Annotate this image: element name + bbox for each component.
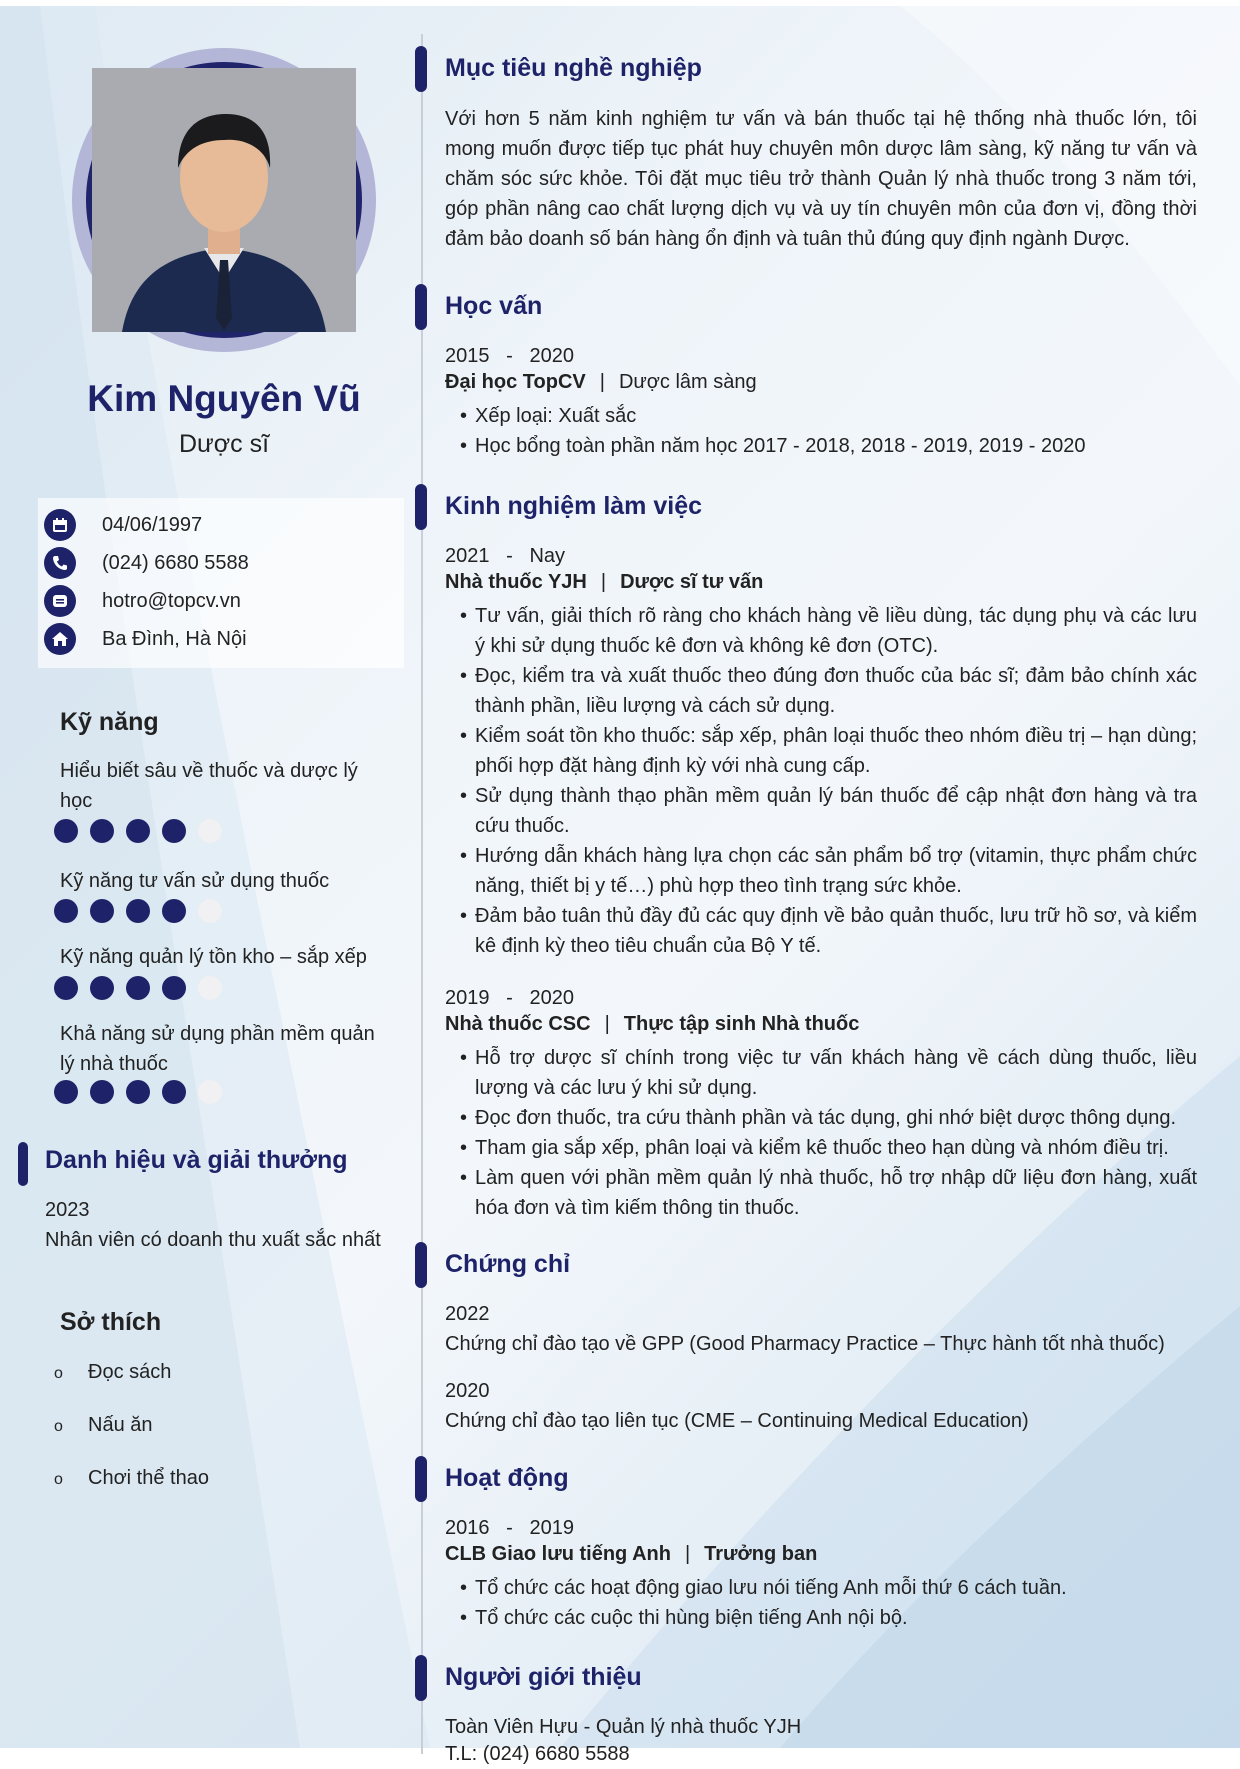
list-item: • Tham gia sắp xếp, phân loại và kiểm kê thuốc theo hạn dùng và nhóm điều trị. bbox=[460, 1133, 1197, 1163]
company-name: Nhà thuốc CSC bbox=[445, 1013, 591, 1035]
skill-rating bbox=[54, 819, 234, 843]
major: Dược lâm sàng bbox=[618, 371, 757, 393]
skills-title: Kỹ năng bbox=[60, 708, 159, 736]
award-year: 2023 bbox=[45, 1199, 90, 1221]
list-item: • Đọc, kiểm tra và xuất thuốc theo đúng đơn thuốc của bác sĩ; đảm bảo chính xác thành phần, liều lượng và cách sử dụng. bbox=[460, 661, 1197, 721]
activity-position: Trưởng ban bbox=[704, 1543, 818, 1565]
skill-rating bbox=[54, 899, 234, 923]
list-item: • Tổ chức các hoạt động giao lưu nói tiếng Anh mỗi thứ 6 cách tuần. bbox=[460, 1573, 1197, 1603]
list-item: • Tổ chức các cuộc thi hùng biện tiếng Anh nội bộ. bbox=[460, 1603, 1197, 1633]
skill-rating bbox=[54, 976, 234, 1000]
reference-line: T.L: (024) 6680 5588 bbox=[445, 1743, 630, 1765]
job-bullets bbox=[460, 1043, 1197, 1223]
certificate-name: Chứng chỉ đào tạo liên tục (CME – Continuing Medical Education) bbox=[445, 1410, 1029, 1432]
avatar-person-icon bbox=[92, 68, 356, 332]
awards-title: Danh hiệu và giải thưởng bbox=[45, 1146, 348, 1174]
awards-section-marker bbox=[18, 1142, 28, 1186]
rating-dot-filled bbox=[54, 976, 78, 1000]
list-item: • Xếp loại: Xuất sắc bbox=[460, 401, 1197, 431]
calendar-icon bbox=[44, 509, 76, 541]
candidate-name: Kim Nguyên Vũ bbox=[87, 378, 361, 419]
objective-section-marker bbox=[415, 46, 427, 92]
company-name: Nhà thuốc YJH bbox=[445, 571, 587, 593]
education-section-marker bbox=[415, 284, 427, 330]
phone-icon bbox=[44, 547, 76, 579]
skill-name: Khả năng sử dụng phần mềm quản lý nhà thuốc bbox=[60, 1023, 375, 1075]
activities-section-marker bbox=[415, 1456, 427, 1502]
education-title: Học vấn bbox=[445, 292, 543, 320]
home-icon bbox=[44, 623, 76, 655]
rating-dot-filled bbox=[162, 976, 186, 1000]
job-period: 2019 - 2020 bbox=[445, 987, 574, 1009]
references-section-marker bbox=[415, 1655, 427, 1701]
list-item: • Sử dụng thành thạo phần mềm quản lý bán thuốc để cập nhật đơn hàng và tra cứu thuốc. bbox=[460, 781, 1197, 841]
rating-dot-filled bbox=[90, 1080, 114, 1104]
job-position: Dược sĩ tư vấn bbox=[620, 571, 764, 593]
hobby-bullet: o bbox=[54, 1365, 63, 1382]
job-period: 2021 - Nay bbox=[445, 545, 566, 567]
list-item: • Đảm bảo tuân thủ đầy đủ các quy định về bảo quản thuốc, lưu trữ hồ sơ, và kiểm kê định kỳ theo tiêu chuẩn của Bộ Y tế. bbox=[460, 901, 1197, 961]
job-position: Thực tập sinh Nhà thuốc bbox=[623, 1013, 860, 1035]
hobby-item bbox=[54, 1414, 153, 1437]
skill-name: Kỹ năng tư vấn sử dụng thuốc bbox=[60, 870, 330, 892]
education-school-line bbox=[445, 371, 757, 394]
address-text: Ba Đình, Hà Nội bbox=[102, 627, 247, 650]
separator: | bbox=[684, 1543, 691, 1565]
avatar bbox=[86, 62, 362, 338]
rating-dot-filled bbox=[90, 819, 114, 843]
experience-title: Kinh nghiệm làm việc bbox=[445, 492, 703, 520]
activity-bullets bbox=[460, 1573, 1197, 1633]
activities-title: Hoạt động bbox=[445, 1464, 569, 1492]
rating-dot-filled bbox=[162, 899, 186, 923]
rating-dot-filled bbox=[162, 1080, 186, 1104]
list-item: • Tư vấn, giải thích rõ ràng cho khách hàng về liều dùng, tác dụng phụ và các lưu ý khi sử dụng thuốc kê đơn và không kê đơn (OTC). bbox=[460, 601, 1197, 661]
rating-dot-filled bbox=[54, 899, 78, 923]
activity-period: 2016 - 2019 bbox=[445, 1517, 574, 1539]
objective-text: Với hơn 5 năm kinh nghiệm tư vấn và bán thuốc tại hệ thống nhà thuốc lớn, tôi mong muốn được tiếp tục phát huy chuyên môn dược lâm sàng, kỹ năng tư vấn và chăm sóc sức khỏe. Tôi đặt mục tiêu trở thành Quản lý nhà thuốc trong 3 năm tới, góp phần nâng cao chất lượng dịch vụ và uy tín chuyên môn của đơn vị, đồng thời đảm bảo doanh số bán hàng ổn định và tuân thủ đúng quy định ngành Dược. bbox=[445, 108, 1197, 250]
contact-address bbox=[44, 623, 247, 655]
rating-dot-filled bbox=[162, 819, 186, 843]
separator: | bbox=[599, 371, 605, 393]
cv-page bbox=[0, 6, 1240, 1765]
separator: | bbox=[604, 1013, 610, 1035]
skill-name: Hiểu biết sâu về thuốc và dược lý học bbox=[60, 760, 358, 812]
reference-line: Toàn Viên Hựu - Quản lý nhà thuốc YJH bbox=[445, 1716, 802, 1738]
activity-org: CLB Giao lưu tiếng Anh bbox=[445, 1543, 671, 1565]
candidate-role: Dược sĩ bbox=[178, 430, 270, 458]
rating-dot-filled bbox=[126, 1080, 150, 1104]
rating-dot-filled bbox=[126, 899, 150, 923]
rating-dot-empty bbox=[198, 819, 222, 843]
school-name: Đại học TopCV bbox=[445, 371, 586, 393]
contact-birthday bbox=[44, 509, 203, 541]
hobby-label: Chơi thể thao bbox=[88, 1467, 209, 1489]
rating-dot-filled bbox=[90, 976, 114, 1000]
list-item: • Hướng dẫn khách hàng lựa chọn các sản phẩm bổ trợ (vitamin, thực phẩm chức năng, thiết bị y tế…) phù hợp theo tình trạng sức khỏe. bbox=[460, 841, 1197, 901]
rating-dot-filled bbox=[54, 1080, 78, 1104]
list-item: • Học bổng toàn phần năm học 2017 - 2018, 2018 - 2019, 2019 - 2020 bbox=[460, 431, 1197, 461]
hobby-label: Nấu ăn bbox=[88, 1414, 153, 1436]
objective-title: Mục tiêu nghề nghiệp bbox=[445, 54, 702, 82]
email-text: hotro@topcv.vn bbox=[102, 589, 241, 612]
hobby-bullet: o bbox=[54, 1471, 63, 1488]
certificates-section-marker bbox=[415, 1242, 427, 1288]
certificate-year: 2022 bbox=[445, 1303, 490, 1325]
list-item: • Kiểm soát tồn kho thuốc: sắp xếp, phân loại thuốc theo nhóm điều trị – hạn dùng; phối hợp đặt hàng định kỳ với nhà cung cấp. bbox=[460, 721, 1197, 781]
education-bullets bbox=[460, 401, 1197, 461]
rating-dot-filled bbox=[54, 819, 78, 843]
rating-dot-empty bbox=[198, 1080, 222, 1104]
list-item: • Làm quen với phần mềm quản lý nhà thuốc, hỗ trợ nhập dữ liệu đơn hàng, xuất hóa đơn và tìm kiếm thông tin thuốc. bbox=[460, 1163, 1197, 1223]
rating-dot-filled bbox=[126, 976, 150, 1000]
hobby-bullet: o bbox=[54, 1418, 63, 1435]
certificate-name: Chứng chỉ đào tạo về GPP (Good Pharmacy Practice – Thực hành tốt nhà thuốc) bbox=[445, 1333, 1165, 1355]
rating-dot-empty bbox=[198, 899, 222, 923]
experience-section-marker bbox=[415, 484, 427, 530]
job-company-line bbox=[445, 1013, 859, 1036]
activity-org-line bbox=[445, 1543, 817, 1566]
certificates-title: Chứng chỉ bbox=[445, 1250, 571, 1278]
education-period: 2015 - 2020 bbox=[445, 345, 574, 367]
separator: | bbox=[600, 571, 607, 593]
mail-icon bbox=[44, 585, 76, 617]
job-bullets bbox=[460, 601, 1197, 961]
hobbies-title: Sở thích bbox=[60, 1308, 162, 1336]
contact-email bbox=[44, 585, 241, 617]
list-item: • Hỗ trợ dược sĩ chính trong việc tư vấn khách hàng về cách dùng thuốc, liều lượng và các lưu ý khi sử dụng. bbox=[460, 1043, 1197, 1103]
skill-name: Kỹ năng quản lý tồn kho – sắp xếp bbox=[60, 946, 367, 968]
hobby-item bbox=[54, 1361, 171, 1384]
phone-text: (024) 6680 5588 bbox=[102, 551, 249, 574]
job-company-line bbox=[445, 571, 763, 594]
certificate-year: 2020 bbox=[445, 1380, 490, 1402]
award-name: Nhân viên có doanh thu xuất sắc nhất bbox=[45, 1229, 381, 1251]
list-item: • Đọc đơn thuốc, tra cứu thành phần và tác dụng, ghi nhớ biệt dược thông dụng. bbox=[460, 1103, 1197, 1133]
skill-rating bbox=[54, 1080, 234, 1104]
birthday-text: 04/06/1997 bbox=[102, 513, 203, 536]
hobby-item bbox=[54, 1467, 209, 1490]
rating-dot-empty bbox=[198, 976, 222, 1000]
rating-dot-filled bbox=[90, 899, 114, 923]
hobby-label: Đọc sách bbox=[88, 1361, 172, 1383]
rating-dot-filled bbox=[126, 819, 150, 843]
contact-phone bbox=[44, 547, 249, 579]
references-title: Người giới thiệu bbox=[445, 1663, 642, 1691]
